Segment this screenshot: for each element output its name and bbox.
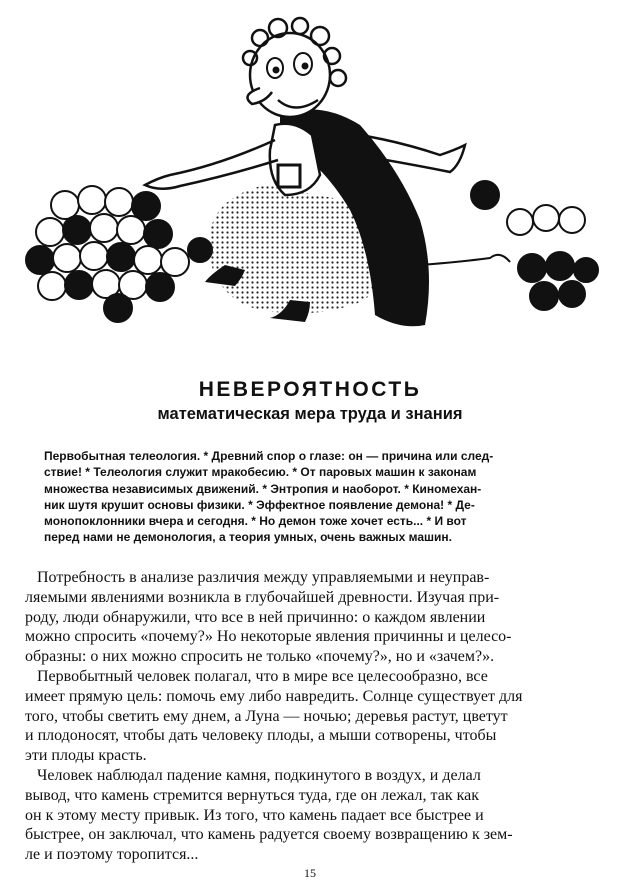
demon-illustration bbox=[20, 0, 600, 345]
abstract-line: множества независимых движений. * Энтропия и наоборот. * Киномехан- bbox=[44, 481, 482, 496]
body-line: и плодоносят, чтобы дать человеку плоды, а мыши сотворены, чтобы bbox=[25, 727, 497, 745]
body-line: того, чтобы светить ему днем, а Луна — ночью; деревья растут, цветут bbox=[25, 707, 508, 725]
body-line: ле и поэтому торопится... bbox=[25, 846, 199, 864]
body-line: роду, люди обнаружили, что все в ней причинно: о каждом явлении bbox=[25, 608, 486, 626]
body-line: он к этому месту привык. Из того, что камень падает все быстрее и bbox=[25, 806, 484, 824]
body-line: Первобытный человек полагал, что в мире все целесообразно, все bbox=[37, 667, 488, 685]
body-line: имеет прямую цель: помочь ему либо навредить. Солнце существует для bbox=[25, 687, 523, 705]
left-ball-pile bbox=[26, 186, 212, 322]
abstract-line: ствие! * Телеология служит мракобесию. * От паровых машин к законам bbox=[44, 465, 477, 480]
left-arm bbox=[145, 140, 278, 189]
right-ball-pile bbox=[471, 181, 598, 310]
chapter-subtitle: математическая мера труда и знания bbox=[157, 405, 463, 423]
tail bbox=[420, 255, 510, 265]
abstract-line: монопоклонники вчера и сегодня. * Но демон тоже хочет есть... * И вот bbox=[44, 514, 467, 529]
body-line: вывод, что камень стремится вернуться туда, где он лежал, так как bbox=[25, 786, 479, 804]
body-line: быстрее, он заключал, что камень радуется своему возвращению к зем- bbox=[25, 826, 513, 844]
abstract-line: Первобытная телеология. * Древний спор о глазе: он — причина или след- bbox=[44, 449, 494, 463]
body-line: можно спросить «почему?» Но некоторые явления причинны и целесо- bbox=[25, 628, 512, 646]
body-text bbox=[25, 568, 597, 865]
abstract-line: ник шутя крушит основы физики. * Эффектное появление демона! * Де- bbox=[44, 497, 475, 512]
body-line: образны: о них можно спросить не только «почему?», но и «зачем?». bbox=[25, 648, 495, 666]
body-line: Потребность в анализе различия между управляемыми и неуправ- bbox=[37, 569, 490, 586]
body-line: эти плоды красть. bbox=[25, 747, 147, 765]
chapter-title: НЕВЕРОЯТНОСТЬ bbox=[198, 378, 422, 401]
abstract-line: перед нами не демонология, а теория умных, очень важных машин. bbox=[44, 530, 452, 545]
body-line: ляемыми явлениями возникла в глубочайшей древности. Изучая при- bbox=[25, 588, 500, 606]
page-number: 15 bbox=[304, 866, 316, 880]
body-line: Человек наблюдал падение камня, подкинутого в воздух, и делал bbox=[37, 766, 481, 784]
chapter-abstract bbox=[44, 448, 564, 546]
